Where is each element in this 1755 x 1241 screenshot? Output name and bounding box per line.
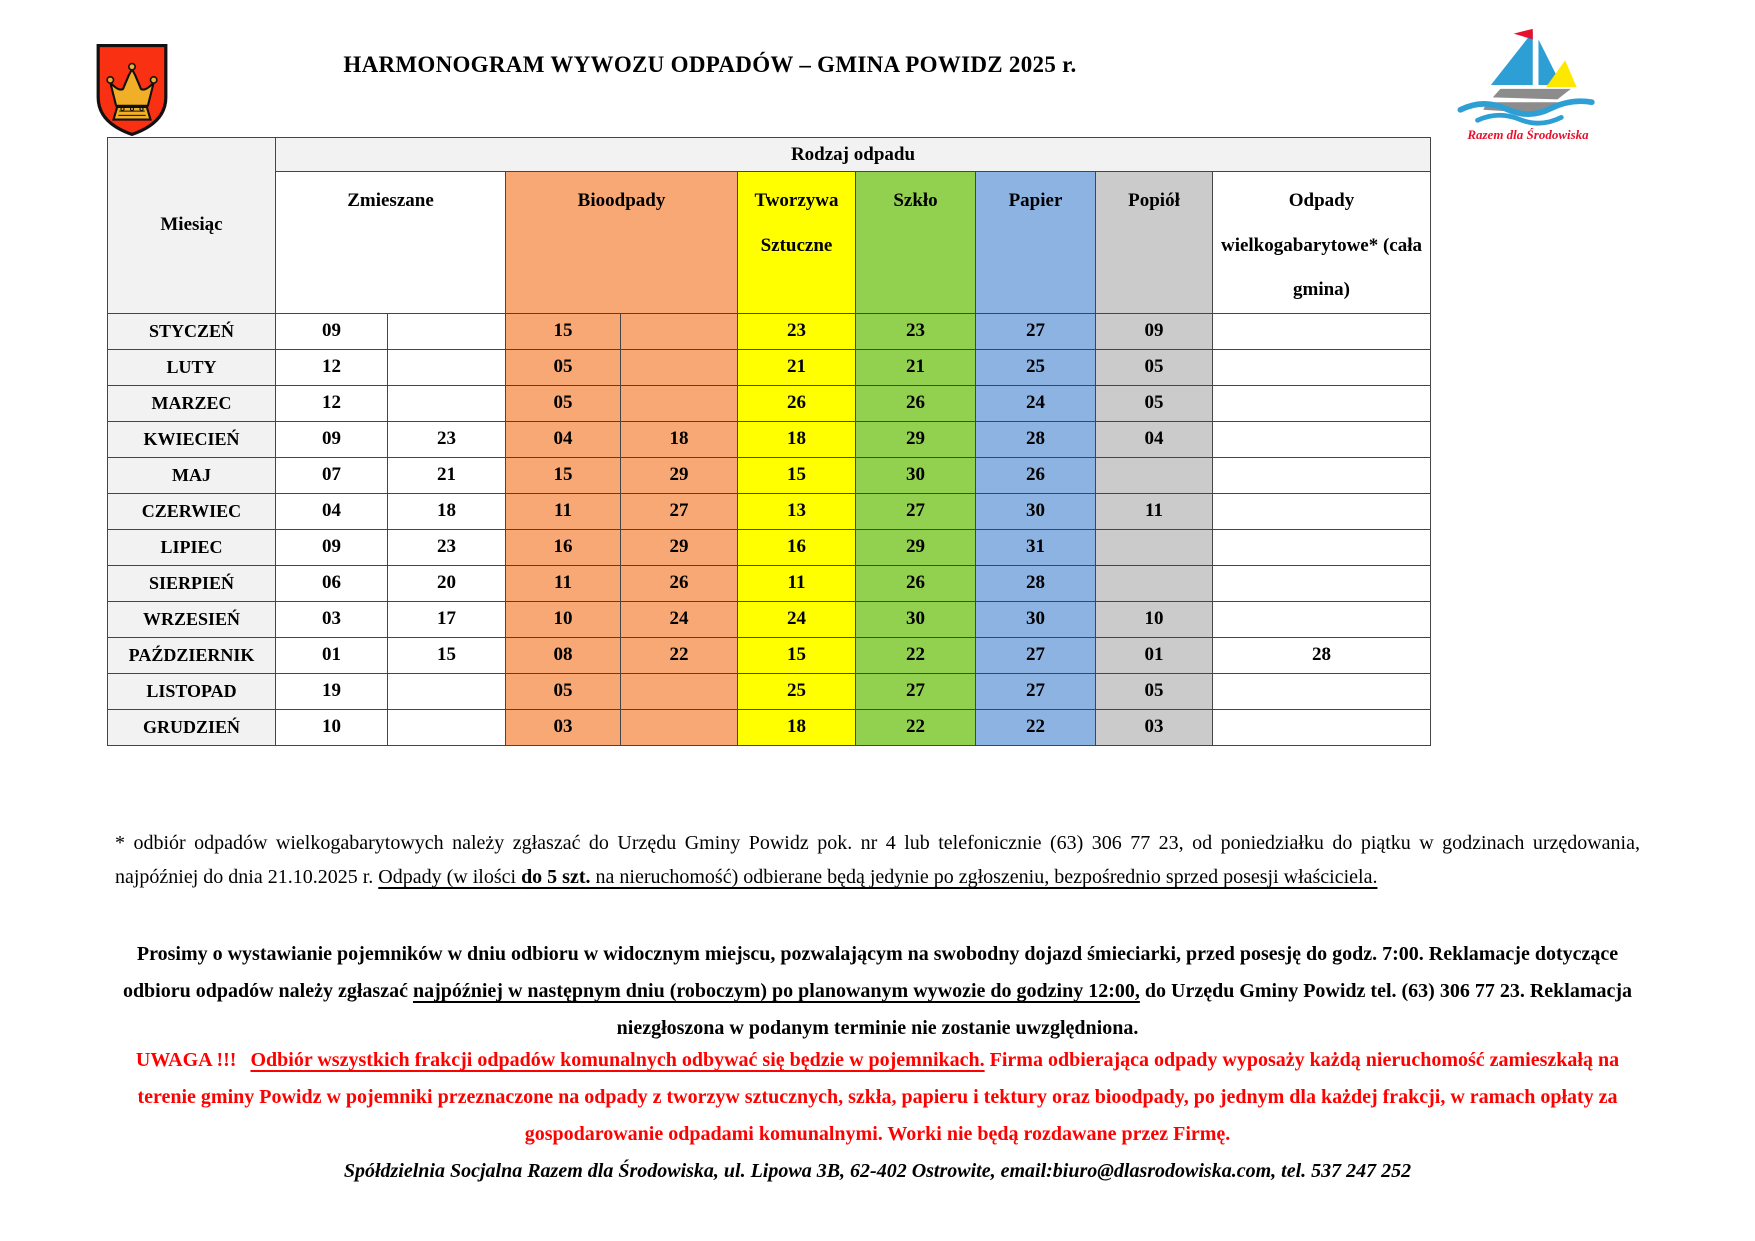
date-cell: 30 <box>976 601 1096 637</box>
month-cell: LUTY <box>108 349 276 385</box>
date-cell: 09 <box>1096 313 1213 349</box>
date-cell: 27 <box>976 637 1096 673</box>
column-header-popi: Popiół <box>1096 172 1213 314</box>
date-cell: 17 <box>388 601 506 637</box>
table-row <box>108 457 1431 493</box>
date-cell <box>1213 349 1431 385</box>
month-cell: SIERPIEŃ <box>108 565 276 601</box>
shield-crown-icon <box>95 42 169 138</box>
date-cell <box>1213 601 1431 637</box>
date-cell: 27 <box>976 313 1096 349</box>
column-header-szk-o: Szkło <box>856 172 976 314</box>
date-cell: 28 <box>976 421 1096 457</box>
table-row <box>108 349 1431 385</box>
date-cell: 11 <box>1096 493 1213 529</box>
date-cell: 15 <box>506 457 621 493</box>
month-cell: MARZEC <box>108 385 276 421</box>
date-cell <box>1213 493 1431 529</box>
table-row <box>108 421 1431 457</box>
date-cell: 22 <box>976 709 1096 745</box>
date-cell: 15 <box>388 637 506 673</box>
date-cell <box>621 709 738 745</box>
date-cell: 21 <box>856 349 976 385</box>
month-cell: PAŹDZIERNIK <box>108 637 276 673</box>
date-cell <box>621 385 738 421</box>
date-cell: 03 <box>276 601 388 637</box>
date-cell: 11 <box>506 565 621 601</box>
info-text-a: Prosimy o wystawianie pojemników w dniu odbioru w widocznym miejscu, pozwalającym na swobodny dojazd śmieciarki, przed posesję do godz. 7:00. Reklamacje dotyczące odbioru odpadów należy zgłaszać <box>122 943 1619 1002</box>
table-row <box>108 529 1431 565</box>
date-cell: 26 <box>738 385 856 421</box>
date-cell: 15 <box>738 637 856 673</box>
date-cell: 28 <box>1213 637 1431 673</box>
table-row <box>108 565 1431 601</box>
month-cell: WRZESIEŃ <box>108 601 276 637</box>
date-cell <box>1213 709 1431 745</box>
date-cell: 03 <box>1096 709 1213 745</box>
date-cell: 28 <box>976 565 1096 601</box>
date-cell: 05 <box>506 349 621 385</box>
date-cell: 16 <box>506 529 621 565</box>
date-cell: 27 <box>856 493 976 529</box>
date-cell <box>621 349 738 385</box>
month-cell: LIPIEC <box>108 529 276 565</box>
date-cell: 09 <box>276 313 388 349</box>
bulky-waste-footnote <box>115 826 1640 894</box>
date-cell: 15 <box>506 313 621 349</box>
date-cell: 24 <box>738 601 856 637</box>
date-cell <box>1096 457 1213 493</box>
date-cell: 09 <box>276 529 388 565</box>
date-cell: 29 <box>856 421 976 457</box>
info-underline: najpóźniej w następnym dniu (roboczym) po planowanym wywozie do godziny 12:00, <box>412 980 1140 1002</box>
date-cell <box>1096 565 1213 601</box>
date-cell: 05 <box>506 385 621 421</box>
date-cell: 30 <box>856 457 976 493</box>
sailboat-icon <box>1443 26 1613 126</box>
date-cell <box>621 673 738 709</box>
uwaga-label: UWAGA !!! <box>135 1049 237 1071</box>
date-cell: 11 <box>738 565 856 601</box>
date-cell: 06 <box>276 565 388 601</box>
date-cell: 31 <box>976 529 1096 565</box>
date-cell: 04 <box>506 421 621 457</box>
date-cell: 29 <box>621 457 738 493</box>
date-cell <box>1213 529 1431 565</box>
date-cell: 04 <box>1096 421 1213 457</box>
date-cell: 01 <box>1096 637 1213 673</box>
info-text-b: do Urzędu Gminy Powidz tel. (63) 306 77 23. Reklamacja niezgłoszona w podanym terminie nie zostanie uwzględniona. <box>616 980 1633 1039</box>
page-title: HARMONOGRAM WYWOZU ODPADÓW – GMINA POWIDZ 2025 r. <box>343 52 1077 77</box>
footnote-underline-b: na nieruchomość) odbierane będą jedynie po zgłoszeniu, bezpośrednio sprzed posesji właściciela. <box>590 866 1378 888</box>
date-cell: 11 <box>506 493 621 529</box>
footnote-text: * odbiór odpadów wielkogabarytowych należy zgłaszać do Urzędu Gminy Powidz pok. nr 4 lub telefonicznie (63) 306 77 23, od poniedziałku do piątku w godzinach urzędowania, najpóźniej do dnia 21.10.2025 r. <box>115 832 1640 888</box>
date-cell <box>1213 565 1431 601</box>
logo-caption: Razem dla Środowiska <box>1467 127 1589 142</box>
month-cell: MAJ <box>108 457 276 493</box>
table-row <box>108 493 1431 529</box>
date-cell: 23 <box>388 421 506 457</box>
month-cell: LISTOPAD <box>108 673 276 709</box>
company-footer: Spółdzielnia Socjalna Razem dla Środowiska, ul. Lipowa 3B, 62-402 Ostrowite, email:biuro@dlasrodowiska.com, tel. 537 247 252 <box>343 1160 1412 1182</box>
date-cell: 12 <box>276 385 388 421</box>
date-cell: 16 <box>738 529 856 565</box>
date-cell: 08 <box>506 637 621 673</box>
table-row <box>108 673 1431 709</box>
column-header-month: Miesiąc <box>108 138 276 314</box>
column-header-papier: Papier <box>976 172 1096 314</box>
date-cell: 23 <box>388 529 506 565</box>
date-cell: 30 <box>856 601 976 637</box>
date-cell: 27 <box>621 493 738 529</box>
date-cell: 18 <box>738 421 856 457</box>
date-cell: 01 <box>276 637 388 673</box>
powidz-coat-of-arms <box>95 42 169 143</box>
uwaga-underline: Odbiór wszystkich frakcji odpadów komunalnych odbywać się będzie w pojemnikach. <box>250 1049 985 1071</box>
date-cell: 26 <box>856 385 976 421</box>
date-cell <box>388 673 506 709</box>
date-cell: 07 <box>276 457 388 493</box>
date-cell: 23 <box>738 313 856 349</box>
date-cell: 12 <box>276 349 388 385</box>
date-cell: 22 <box>856 637 976 673</box>
date-cell: 19 <box>276 673 388 709</box>
date-cell: 18 <box>388 493 506 529</box>
date-cell: 26 <box>621 565 738 601</box>
footnote-bold: do 5 szt. <box>521 866 591 888</box>
date-cell <box>388 349 506 385</box>
date-cell <box>1213 457 1431 493</box>
date-cell: 24 <box>976 385 1096 421</box>
date-cell <box>1213 421 1431 457</box>
date-cell: 15 <box>738 457 856 493</box>
date-cell: 04 <box>276 493 388 529</box>
date-cell: 29 <box>856 529 976 565</box>
column-header-odpady-wielkogabarytowe-ca-a-gmina: Odpady wielkogabarytowe* (cała gmina) <box>1213 172 1431 314</box>
containers-info-paragraph <box>115 936 1640 1047</box>
date-cell: 29 <box>621 529 738 565</box>
month-cell: KWIECIEŃ <box>108 421 276 457</box>
date-cell: 30 <box>976 493 1096 529</box>
date-cell: 27 <box>976 673 1096 709</box>
uwaga-rest: Firma odbierająca odpady wyposaży każdą nieruchomość zamieszkałą na terenie gminy Powidz w pojemniki przeznaczone na odpady z tworzyw sztucznych, szkła, papieru i tektury oraz bioodpady, po jednym dla każdej frakcji, w ramach opłaty za gospodarowanie odpadami komunalnymi. Worki nie będą rozdawane przez Firmę. <box>137 1049 1620 1145</box>
date-cell: 03 <box>506 709 621 745</box>
column-header-zmieszane: Zmieszane <box>276 172 506 314</box>
date-cell: 21 <box>388 457 506 493</box>
date-cell: 23 <box>856 313 976 349</box>
table-row <box>108 709 1431 745</box>
date-cell: 25 <box>738 673 856 709</box>
date-cell <box>388 385 506 421</box>
date-cell: 22 <box>856 709 976 745</box>
waste-schedule-table <box>107 137 1431 746</box>
table-row <box>108 601 1431 637</box>
month-cell: CZERWIEC <box>108 493 276 529</box>
date-cell: 05 <box>1096 385 1213 421</box>
date-cell: 05 <box>506 673 621 709</box>
date-cell: 22 <box>621 637 738 673</box>
date-cell <box>621 313 738 349</box>
date-cell <box>1213 673 1431 709</box>
date-cell <box>388 709 506 745</box>
date-cell: 26 <box>976 457 1096 493</box>
date-cell: 05 <box>1096 349 1213 385</box>
table-row <box>108 313 1431 349</box>
date-cell: 20 <box>388 565 506 601</box>
column-header-bioodpady: Bioodpady <box>506 172 738 314</box>
date-cell: 25 <box>976 349 1096 385</box>
date-cell: 21 <box>738 349 856 385</box>
table-row <box>108 637 1431 673</box>
date-cell: 18 <box>621 421 738 457</box>
date-cell: 10 <box>506 601 621 637</box>
uwaga-alert-paragraph <box>115 1042 1640 1153</box>
sailboat-logo <box>1438 26 1618 143</box>
date-cell <box>1213 385 1431 421</box>
group-header-waste-type: Rodzaj odpadu <box>276 138 1431 172</box>
footnote-underline-a: Odpady (w ilości <box>378 866 522 888</box>
date-cell: 10 <box>276 709 388 745</box>
date-cell: 18 <box>738 709 856 745</box>
month-cell: STYCZEŃ <box>108 313 276 349</box>
date-cell: 09 <box>276 421 388 457</box>
date-cell: 13 <box>738 493 856 529</box>
date-cell: 27 <box>856 673 976 709</box>
date-cell: 26 <box>856 565 976 601</box>
date-cell: 05 <box>1096 673 1213 709</box>
date-cell: 24 <box>621 601 738 637</box>
column-header-tworzywa-sztuczne: Tworzywa Sztuczne <box>738 172 856 314</box>
date-cell: 10 <box>1096 601 1213 637</box>
date-cell <box>1213 313 1431 349</box>
date-cell <box>388 313 506 349</box>
month-cell: GRUDZIEŃ <box>108 709 276 745</box>
table-row <box>108 385 1431 421</box>
date-cell <box>1096 529 1213 565</box>
